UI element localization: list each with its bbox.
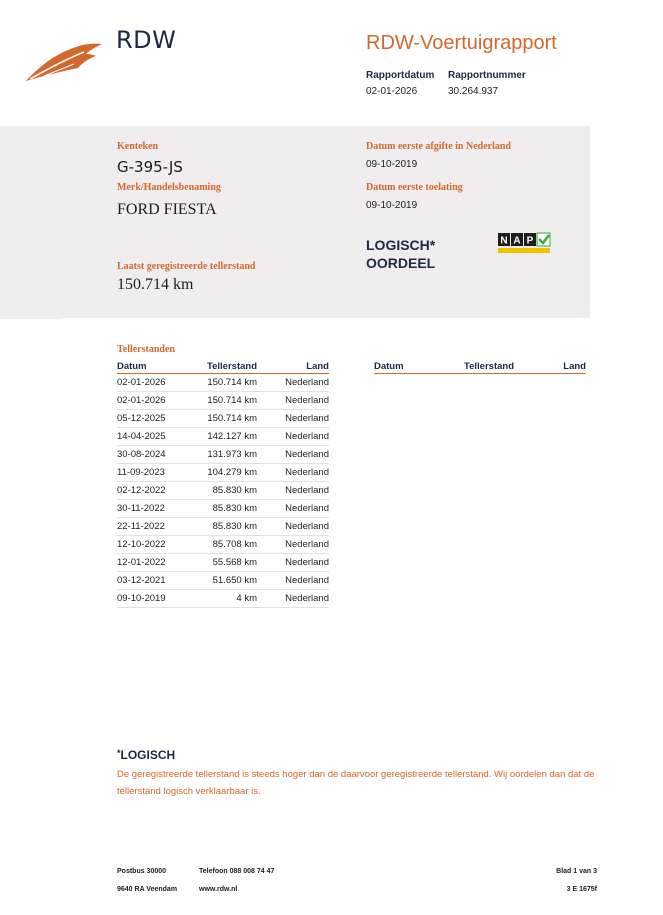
row-tellerstand: 85.830 km xyxy=(205,482,257,500)
row-datum: 12-10-2022 xyxy=(117,536,205,554)
footer-website: www.rdw.nl xyxy=(199,886,238,893)
row-datum: 30-08-2024 xyxy=(117,446,205,464)
stand-value: 150.714 km xyxy=(117,276,194,293)
table-row xyxy=(117,536,329,554)
table-row xyxy=(117,464,329,482)
oordeel-line1: LOGISCH* xyxy=(366,237,436,253)
report-title: RDW-Voertuigrapport xyxy=(366,32,557,54)
row-tellerstand: 85.830 km xyxy=(205,500,257,518)
row-tellerstand: 150.714 km xyxy=(205,410,257,428)
row-tellerstand: 85.708 km xyxy=(205,536,257,554)
row-datum: 02-01-2026 xyxy=(117,374,205,392)
row-tellerstand: 4 km xyxy=(205,590,257,608)
row-datum: 02-01-2026 xyxy=(117,392,205,410)
rdw-logo-icon xyxy=(24,40,104,84)
table-row xyxy=(117,374,329,392)
row-tellerstand: 51.650 km xyxy=(205,572,257,590)
row-datum: 05-12-2025 xyxy=(117,410,205,428)
stand-label: Laatst geregistreerde tellerstand xyxy=(117,261,256,272)
note-title xyxy=(117,748,175,762)
row-land: Nederland xyxy=(257,410,329,428)
row-tellerstand: 142.127 km xyxy=(205,428,257,446)
row-land: Nederland xyxy=(257,572,329,590)
row-land: Nederland xyxy=(257,374,329,392)
row-tellerstand: 150.714 km xyxy=(205,392,257,410)
footer-adres: 9640 RA Veendam xyxy=(117,886,178,893)
row-land: Nederland xyxy=(257,590,329,608)
row-tellerstand: 55.568 km xyxy=(205,554,257,572)
report-date-label: Rapportdatum xyxy=(366,70,435,81)
row-land: Nederland xyxy=(257,464,329,482)
tellerstanden-table-left xyxy=(117,360,329,608)
vehicle-panel xyxy=(0,126,590,318)
note-title-text: LOGISCH xyxy=(120,748,176,762)
kenteken-label: Kenteken xyxy=(117,141,159,152)
nap-letter-n: N xyxy=(500,235,508,247)
report-number-label: Rapportnummer xyxy=(448,70,526,81)
oordeel-line2: OORDEEL xyxy=(366,255,436,271)
row-datum: 22-11-2022 xyxy=(117,518,205,536)
row-datum: 11-09-2023 xyxy=(117,464,205,482)
table-row xyxy=(117,428,329,446)
table-row xyxy=(117,500,329,518)
row-land: Nederland xyxy=(257,428,329,446)
table-row xyxy=(117,590,329,608)
row-land: Nederland xyxy=(257,536,329,554)
afgifte-value: 09-10-2019 xyxy=(366,159,418,170)
row-land: Nederland xyxy=(257,482,329,500)
toelating-label: Datum eerste toelating xyxy=(366,182,463,193)
col-land: Land xyxy=(257,360,329,374)
toelating-value: 09-10-2019 xyxy=(366,200,418,211)
row-datum: 09-10-2019 xyxy=(117,590,205,608)
col-land: Land xyxy=(514,360,586,374)
row-datum: 03-12-2021 xyxy=(117,572,205,590)
row-tellerstand: 131.973 km xyxy=(205,446,257,464)
afgifte-label: Datum eerste afgifte in Nederland xyxy=(366,141,511,152)
row-land: Nederland xyxy=(257,554,329,572)
row-land: Nederland xyxy=(257,446,329,464)
table-header-row xyxy=(117,360,329,374)
tellerstanden-table-right xyxy=(374,360,586,374)
table-row xyxy=(117,554,329,572)
panel-corner-decoration xyxy=(0,305,75,319)
logo-text: RDW xyxy=(116,26,177,54)
kenteken-value: G-395-JS xyxy=(117,158,183,176)
note-star: * xyxy=(117,748,121,758)
table-row xyxy=(117,482,329,500)
row-land: Nederland xyxy=(257,500,329,518)
row-datum: 14-04-2025 xyxy=(117,428,205,446)
footer-code: 3 E 1675f xyxy=(566,886,597,893)
col-datum: Datum xyxy=(117,360,205,374)
row-tellerstand: 85.830 km xyxy=(205,518,257,536)
footer-postbus: Postbus 30000 xyxy=(117,868,167,875)
col-tellerstand: Tellerstand xyxy=(462,360,514,374)
row-datum: 12-01-2022 xyxy=(117,554,205,572)
table-row xyxy=(117,410,329,428)
footer-blad: Blad 1 van 3 xyxy=(556,868,597,875)
merk-value: FORD FIESTA xyxy=(117,201,217,218)
footer-telefoon: Telefoon 088 008 74 47 xyxy=(199,868,275,875)
row-datum: 30-11-2022 xyxy=(117,500,205,518)
row-tellerstand: 150.714 km xyxy=(205,374,257,392)
row-datum: 02-12-2022 xyxy=(117,482,205,500)
note-text: De geregistreerde tellerstand is steeds hoger dan de daarvoor geregistreerde tellerstand. Wij oordelen dan dat de tellerstand logisch verklaarbaar is. xyxy=(117,769,595,797)
nap-letter-p: P xyxy=(526,235,534,247)
report-date: 02-01-2026 xyxy=(366,86,418,97)
table-row xyxy=(117,572,329,590)
table-row xyxy=(117,392,329,410)
merk-label: Merk/Handelsbenaming xyxy=(117,182,221,193)
table-header-row xyxy=(374,360,586,374)
tellerstanden-title: Tellerstanden xyxy=(117,344,175,355)
col-datum: Datum xyxy=(374,360,462,374)
row-tellerstand: 104.279 km xyxy=(205,464,257,482)
oordeel-verdict xyxy=(366,236,435,272)
col-tellerstand: Tellerstand xyxy=(205,360,257,374)
table-row xyxy=(117,446,329,464)
report-number: 30.264.937 xyxy=(448,86,499,97)
row-land: Nederland xyxy=(257,392,329,410)
nap-letter-a: A xyxy=(513,235,521,247)
table-row xyxy=(117,518,329,536)
nap-logo-icon xyxy=(498,232,558,256)
row-land: Nederland xyxy=(257,518,329,536)
